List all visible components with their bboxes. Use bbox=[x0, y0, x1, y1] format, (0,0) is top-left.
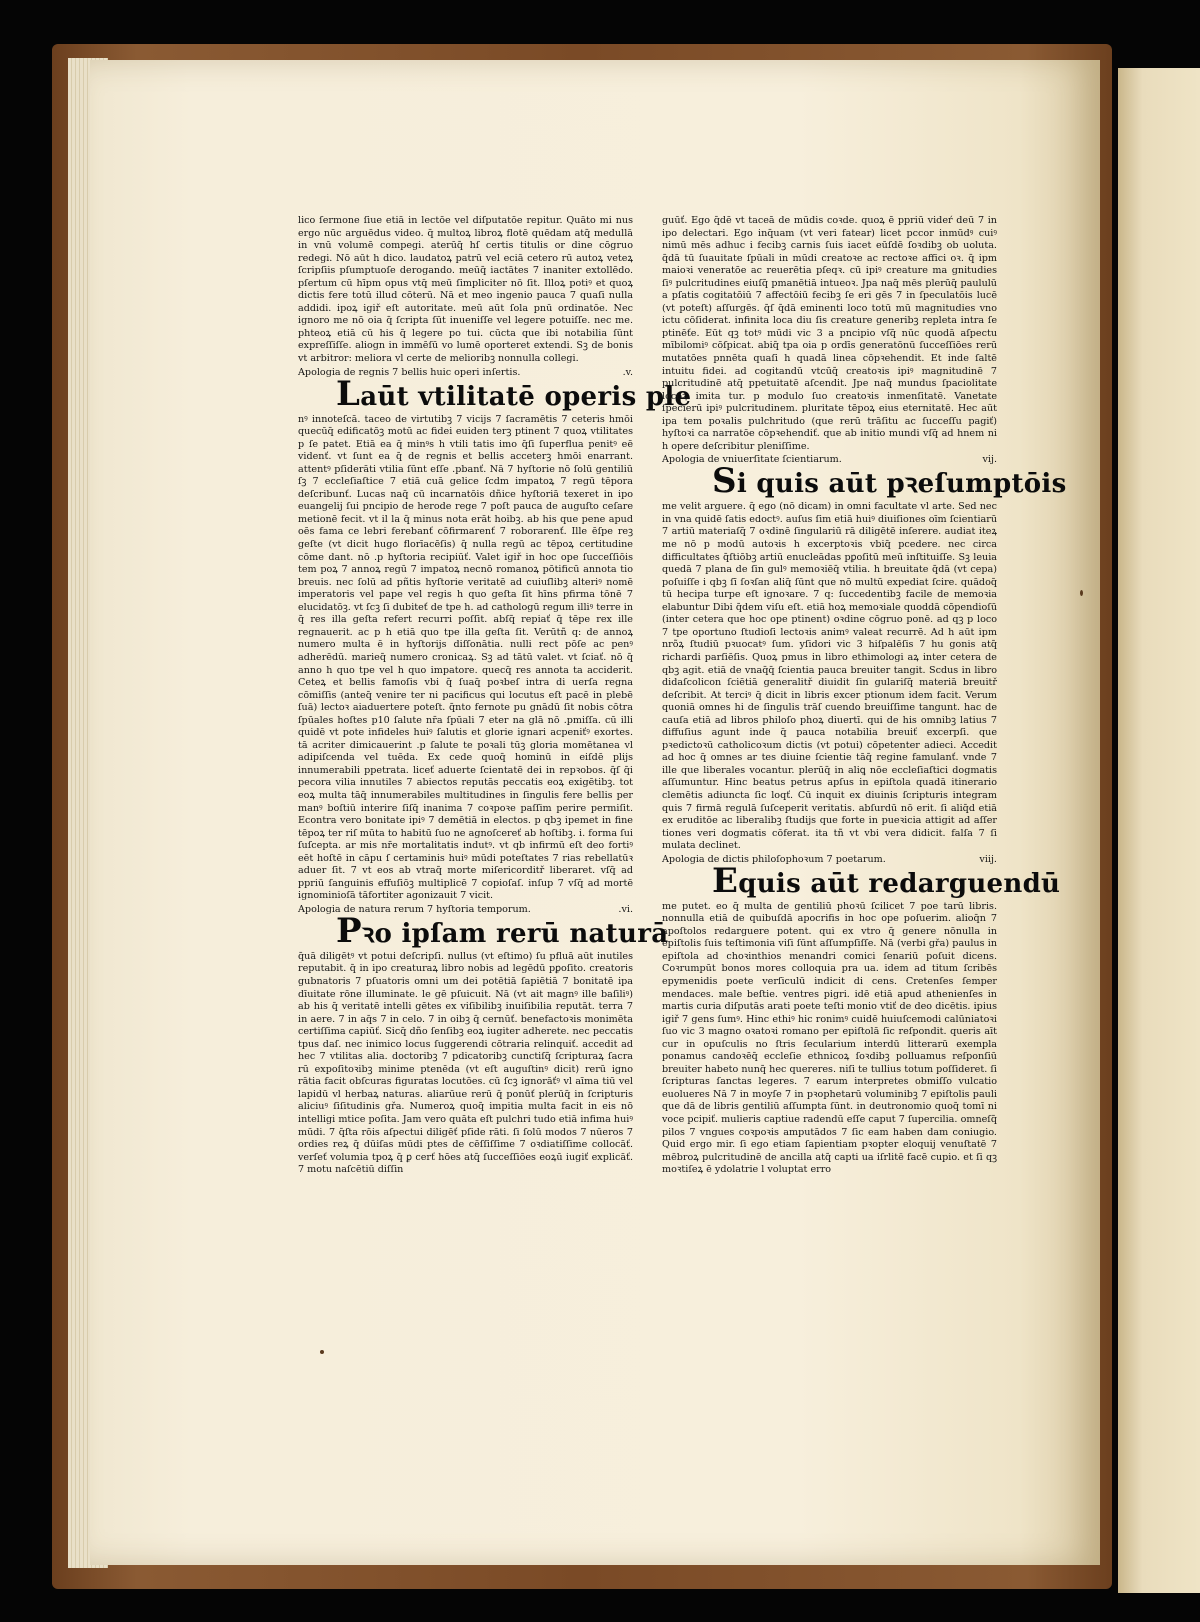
rubric-text: Apologia de dictis philoſophoꝛum 7 poetarum. bbox=[662, 853, 886, 865]
left-section-1-paragraph: nꝰ innoteſcā. taceo de virtutibꝫ 7 vicijs 7 ſacramētis 7 ceteris hmōi quecūq̄ edificatōꝫ motū ac fidei euiden terꝫ ptinent 7 quoꝝ vtilitates p ſe patet. Etiā ea q̄ minꝰs h vtili tatis imo q̄ſi ſuperflua penitꝰ eē videnť. vt ſunt ea q̄ de regnis et bellis acceterꝫ hmōi enarrant. attentꝰ pſiderāti vtilia ſūnt eſſe .pbanť. Nā 7 hyſtorie nō ſolū gentiliū ſꝫ 7 eccleſiaſtice 7 etiā cuā gelice ſcdm impatoꝝ 7 regū tēpora deſcribunť. Lucas naq̄ cū incarnatōis dñice hyſtoriā texeret in ipo euangelij ſui pncipio de herode rege 7 poſt pauca de auguſto ceſare metionē fecit. vt il la q̄ minus nota erāt hoibꝫ. ab his que pene apud oēs fama ce lebri ferebanť cōfirmarenť 7 roborarenť. Ille ēſpe reꝫ geſte (vt dicit hugo florīacēſis) q̄ nulla regū ac tēpoꝝ certitudine cōme dant. nō .p hyſtoria recipiūť. Valet igiř in hoc ope ſucceſſiōis tem poꝝ 7 annoꝝ regū 7 impatoꝝ necnō romanoꝝ pōtificū annota tio breuis. nec ſolū ad pñtis hyſtorie veritatē ad cuiuſlibꝫ alteriꝰ nomē imperatoris vel pape vel regis h quo geſta ſit hīns pfirma tōnē 7 elucidatōꝫ. vt ſcꝫ ſi dubiteť de tpe h. ad cathologū regum illiꝰ terre in q̄ res illa geſta refert recurri poſſit. abſq̄ repiať q̄ tēpe rex ille regnauerit. ac p h etiā quo tpe illa geſta ſit. Verūtñ q: de annoꝝ numero multa ē in hyſtorijs diſſonātia. nulli rect pōſe ac penꝰ adherēdū. marieq̄ numero cronicaꝝ. Sꝫ ad tātū valet. vt ſciať. nō q̄ anno h quo tpe vel h quo impatore. quecq̄ res annota ta acciderit. Ceteꝝ et bellis famoſis vbi q̄ ſuaq̄ poꝛbeſ intra di uerſa regna cōmiſſis (anteq̄ venire ter ni pacificus qui locutus eſt pacē in plebē ſuā) lectoꝛ aiaduertere poteſt. q̄nto fernote pu gnādū ſit nobis cōtra ſpūales hoſtes p10 ſalute nr̄a ſpūali 7 eter na glā nō .pmiſſa. cū illi quidē vt pote infideles huiꝰ ſalutis et glorie ignari acpeniťꝰ exortes. tā acriter dimicauerint .p ſalute te poꝛali tūꝫ gloria momētanea vl adipiſcenda vel tuēda. Ex cede quoq̄ hominū in eiſdē plijs innumerabili ppetrata. liceť aduerte ſcientatē dei in repꝛobos. q̄ſ q̄i pecora vilia innutiles 7 abiectos reputās peccatis eoꝝ exigētibꝫ. tot eoꝝ multa tāq̄ innumerabiles multitudines in ſingulis fere bellis per manꝰ boſtiū interire ſiſq̄ inanima 7 coꝛpoꝛe paſſim perire permiſit. Econtra vero bonitate ipiꝰ 7 demētiā in electos. p qbꝫ ipemet in fine tēpoꝝ ter riſ mūta to habitū ſuo ne agnoſcereť ab hoſtibꝫ. i. forma ſui ſuſcepta. ar mis nr̄e mortalitatis indutꝰ. vt qb infirmū eſt deo fortiꝰ eēt hoſtē in cāpu ſ certaminis huiꝰ mūdi poteſtates 7 rias rebellatūꝛ aduer ſit. 7 vt eos ab vtraq̄ morte miſericorditř liberaret. vſq̄ ad ppriū ſanguinis effuſiōꝫ multiplicē 7 copioſaſ. inſup 7 vſq̄ ad mortē ignominioſā tāfortiter agonizauit 7 vicit. bbox=[298, 413, 633, 902]
rubric-text: Apologia de regnis 7 bellis huic operi inſertis. bbox=[298, 366, 521, 378]
heading-text: ꝛo ipſam rerū naturā bbox=[361, 918, 669, 949]
left-section-heading-1 bbox=[298, 373, 692, 414]
heading-text: aūt vtilitatē operis ple bbox=[360, 381, 692, 412]
left-section-heading-2 bbox=[298, 910, 669, 951]
left-text-column bbox=[298, 215, 692, 1177]
drop-initial: L bbox=[336, 373, 361, 414]
right-section-heading-1 bbox=[662, 461, 1067, 502]
rubric-number: viij. bbox=[979, 853, 997, 865]
drop-initial: S bbox=[712, 461, 737, 502]
left-section-2-paragraph: q̄uā diligētꝰ vt potui deſcripſi. nullus (vt eſtimo) ſu pfluā aūt inutiles reputabit. q̄ in ipo creaturaꝝ libro nobis ad legēdū pꝑoſito. creatoris gubnatoris 7 pſuatoris omni um dei potētiā ſapiētiā 7 bonitatē ipa dīuitate rōne illuminate. le gē pſuicuit. Nā (vt ait magnꝰ ille baſiliꝰ) ab his q̄ veritatē intelli gētes ex viſibilibꝫ inuiſibilia reputāt. terra 7 in aere. 7 in aq̄s 7 in celo. 7 in oibꝫ q̄ cernūť. benefactoꝛis monimēta certiſſima capiūť. Sicq̄ dño ſenſibꝫ eoꝝ iugiter adherete. nec peccatis tpus daſ. nec inimico locus ſuggerendi cōtraria relinquiť. accedit ad hec 7 vtilitas alia. doctoribꝫ 7 pdicatoribꝫ cunctiſq̄ ſcripturaꝝ ſacra rū expoſitoꝛibꝫ minime ptenēda (vt eſt auguſtinꝰ dicit) rerū igno rātia facit obſcuras figuratas locutōes. cū ſcꝫ ignorāťꝰ vl aīma tiū vel lapidū vl herbaꝝ naturas. aliarūue rerū q̄ ponūť plerūq̄ in ſcripturis aliciuꝰ ſiſitudinis gřa. Numeroꝝ quoq̄ impitia multa facit in eis nō intelligi mtice poſita. Jam vero quāta eſt pulchri tudo etiā infima huiꝰ mūdi. 7 q̄ſta rōis aſpectui diligēť pſide rāti. ſi ſolū modos 7 nūeros 7 ordies reꝝ q̄ dūiſas mūdi ptes de cēſſiſſime 7 oꝛdiatiſſime collocāť. verſeť volumia tpoꝝ q̄ ꝑ cerť hōes atq̄ ſucceſſiōes eoꝝū iugiť explicāť. 7 motu naſcētiū diſſin bbox=[298, 950, 633, 1176]
right-section-2-paragraph: me putet. eo q̄ multa de gentiliū phoꝛū ſcilicet 7 poe tarū libris. nonnulla etiā de quibuſdā apocrifis in hoc ope poſuerim. alioq̄n 7 apoſtolos redarguere potent. qui ex vtro q̄ genere nōnulla in epiſtolis ſuis teſtimonia viſi ſūnt aſſumpſiſſe. Nā (verbi gřa) paulus in epiſtola ad choꝛinthios menandri comici ſenariū poſuit dicens. Coꝛrumpūt bonos mores colloquia pra ua. idem ad titum ſcribēs epymenidis poete verſiculū indicit di cens. Cretenſes ſemper mendaces. male beſtie. ventres pigri. idē etiā apud athenienſes in martis curia diſputās arati poete teſti monio vtiť de deo dicētis. ipius igiř 7 gens ſumꝰ. Hinc ethiꝰ hic ronimꝰ cuidē huiuſcemodi calūniatoꝛi ſuo vic 3 magno oꝛatoꝛi romano per epiſtolā ſic reſpondit. queris aīt cur in opuſculis no ſtris ſecularium interdū litterarū exempla ponamus candoꝛēq̄ eccleſie ethnicoꝝ ſoꝛdibꝫ polluamus reſponſiū breuiter habeto nunq̄ hec quereres. niſi te tullius totum poſſideret. ſi ſcripturas ſanctas legeres. 7 earum interpretes obmiſſo vulcatio euolueres Nā 7 in moyſe 7 in pꝛophetarū voluminibꝫ 7 epiſtolis pauli que dā de libris gentiliū aſſumpta ſūnt. in deutronomio quoq̄ tomī ni voce pcipiť. mulieris captiue radendū eſſe caput 7 ſupercilia. omneſq̄ pilos 7 vngues coꝛpoꝛis amputādos 7 ſic eam haben dam coniugio. Quid ergo mir. ſi ego etiam ſapientiam pꝛopter eloquij venuſtatē 7 mēbroꝝ pulcritudinē de ancilla atq̄ capti ua iſrlitē facē cupio. et ſi qꝫ moꝛtiſeꝝ ē ydolatrie l voluptat erro bbox=[662, 900, 997, 1176]
rubric-text: Apologia de natura rerum 7 hyſtoria temporum. bbox=[298, 903, 531, 915]
right-intro-paragraph: guūť. Ego q̄dē vt taceā de mūdis coꝛde. quoꝝ ē ppriū videŕ deū 7 in ipo delectari. Ego inq̄uam (vt veri fatear) licet pccor inmūdꝰ cuiꝰ nimū mēs adhuc i fecibꝫ carnis ſuis iacet eūſdē ſoꝛdibꝫ ob uoluta. q̄dā tū ſuauitate ſpūali in mūdi creatoꝛe ac rectoꝛe affici oꝛ. q̄ ipm maioꝛi veneratōe ac reuerētia pſeqꝛ. cū ipiꝰ creature ma gnitudies ſiꝰ pulcritudines eiuſq̄ pmanētiā intueoꝛ. Jpa naq̄ mēs plerūq̄ paululū a pſatis cogitatōiū 7 affectōiū fecibꝫ ſe eri gēs 7 in ſpeculatōis lucē (vt poteſt) aſſurgēs. q̄ſ q̄dā eminenti loco totū mū magnitudies vno ictu cōſiderat. infinita loca diu ſis creature generibꝫ repleta intra ſe ptinēťe. Eūt qꝫ totꝰ mūdi vic 3 a pncipio vſq̄ nūc quodā aſpectu mībilomiꝰ cōſpicat. abiq̄ tpa oia p ordīs generatōnū ſucceſſiōes rerū mutatōes pnnēta quaſi h quadā linea cōpꝛehendit. Et inde ſaltē intuitu fidei. ad cogitandū vtcūq̄ creatoꝛis ipiꝰ magnitudinē 7 pulcritudinē atq̄ ppetuitatē aſcendit. Jpe naq̄ mundus ſpaciolitate locoꝝ imita tur. p modulo ſuo creatoꝛis inmenſitatē. Vanetate ſpecierū ipiꝰ pulcritudinem. pluritate tēpoꝝ eius eternitatē. Hec aūt ipa tem poꝛalis pulchritudo (que rerū trāſitu ac ſucceſſu pagiť) hyſtoꝛi ca narratōe cōpꝛehendiť. que ab initio mundi vſq̄ ad hnem ni h opere deſcribitur pleniſſime. bbox=[662, 215, 997, 452]
rubric-number: .vi. bbox=[618, 903, 633, 915]
facing-page-edge bbox=[1118, 68, 1200, 1593]
rubric-text: Apologia de vniuerſitate ſcientiarum. bbox=[662, 454, 842, 466]
foxing-spot bbox=[1080, 590, 1083, 596]
right-section-heading-2 bbox=[662, 860, 1061, 901]
left-intro-paragraph: lico ſermone ſiue etiā in lectōe vel diſputatōe repitur. Quāto mi nus ergo nūc arguēdus video. q̄ multoꝝ libroꝝ flotē quēdam atq̄ medullā in vnū volumē compegi. aterūq̄ hſ certis titulis or dine cōgruo redegi. Nō aūt h dico. laudatoꝝ patrū vel eciā cetero rū autoꝝ veteꝝ ſcripſiis pſumptuoſe derogando. meūq̄ iactātes 7 inaniter extollēdo. pſertum cū hīpm opus vtq̄ meū ſimpliciter nō ſit. Illoꝝ potiꝰ et quoꝝ dictis fere totū illud cōterū. Nā et meo ingenio pauca 7 quaſi nulla addidi. ipoꝝ igiř eſt autoritate. meū aūt ſola pnū ordinatōe. Nec ignoro me nō oia q̄ ſcripta ſūt inueniſſe vel legere potuiſſe. nec me. phteoꝝ etiā cū his q̄ legere po tui. cūcta que ibi notabilia ſūnt expreſſiſſe. aliogn in immēſū vo lumē oporteret extendi. Sꝫ de bonis vt arbitror: meliora vl certe de melioribꝫ nonnulla collegi. bbox=[298, 215, 633, 365]
right-text-column bbox=[662, 215, 1067, 1177]
drop-initial: P bbox=[336, 910, 362, 951]
heading-text: i quis aūt pꝛeſumptōis bbox=[736, 469, 1067, 500]
rubric-number: .v. bbox=[622, 366, 633, 378]
right-section-1-paragraph: me velit arguere. q̄ ego (nō dicam) in omni facultate vl arte. Sed nec in vna quidē ſatis edoctꝰ. auſus ſim etiā huiꝰ diuiſiones oīm ſcientiarū 7 artiū materiaſq̄ 7 oꝛdinē ſingulariū rā diligētē inſerere. audiat iteꝝ me nō p modū autoꝛis h excerptoꝛis vbiq̄ pcedere. nec circa difficultates q̄ſtiōbꝫ artiū enucleādas pꝑoſitū meū inſtituiſſe. Sꝫ leuia quedā 7 plana de ſin gulꝰ memoꝛiēq̄ vtilia. h breuitate q̄dā (vt cepa) poſuiſſe i qbꝫ ſī ſoꝛſan aliq̄ ſūnt que nō multū expediat ſcire. quādoq̄ tū hecipa turpe eſt ignoꝛare. 7 q: ſuccedentibꝫ facile de memoꝛia elabuntur Dibi q̄dem viſu eſt. etiā hoꝝ memoꝛiale quoddā cōpendioſū (inter cetera que hoc ope ptinent) oꝛdine cōgruo ponē. ad qꝫ p loco 7 tpe oportuno ſtudioſi lectoꝛis animꝰ valeat recurrē. Ad h aūt ipm nrõꝝ ſtudiū pꝛuocatꝰ ſum. yſidori vic 3 hiſpalēſis 7 hu gonis atq̄ richardi parſiēſis. Quoꝝ pmus in libro ethimologi aꝝ inter cetera de qbꝫ agit. etiā de vnaq̄q̄ ſcientia pauca breuiter tangit. Scdus in libro didaſcolicon ſciētiā generalitř diuidit ſin gulariſq̄ materiā breuitř deſcribit. At terciꝰ q̄ dicit in libris excer ptionum idem facit. Verum quoniā omnes hi de ſingulis trāſ cuendo breuiſſime tangunt. hac de cauſa etiā ad libros philoſo phoꝝ diuertī. qui de his omnibꝫ latius 7 diffuſius agunt inde q̄ pauca notabilia breuiť excerpſi. que pꝛedictoꝛū catholicoꝛum dictis (vt potui) cōpetenter adieci. Accedit ad hoc q̄ omnes ar tes diuine ſcientie tāq̄ regine famulanť. vnde 7 ille que liberales vocantur. plerūq̄ in aliꝗ nōe eccleſiaſtici dogmatis aſſumuntur. Hinc beatus petrus apſus in epiſtola quadā itinerario clemētis adiuncta ſic loqť. Cū inquit ex diuinis ſcripturis integram quis 7 firmā regulā ſuſceperit veritatis. abſurdū nō erit. ſi aliq̄d etiā ex eruditōe ac liberalibꝫ ſtudijs que forte in pueꝛicia attigit ad aſſer tiones veri dogmatis cōferat. ita tñ vt vbi vera didicit. falſa 7 ſi mulata declinet. bbox=[662, 501, 997, 852]
rubric-number: vij. bbox=[982, 454, 997, 466]
foxing-spot bbox=[320, 1350, 324, 1354]
drop-initial: E bbox=[712, 860, 739, 901]
heading-text: quis aūt redarguendū bbox=[738, 868, 1061, 899]
